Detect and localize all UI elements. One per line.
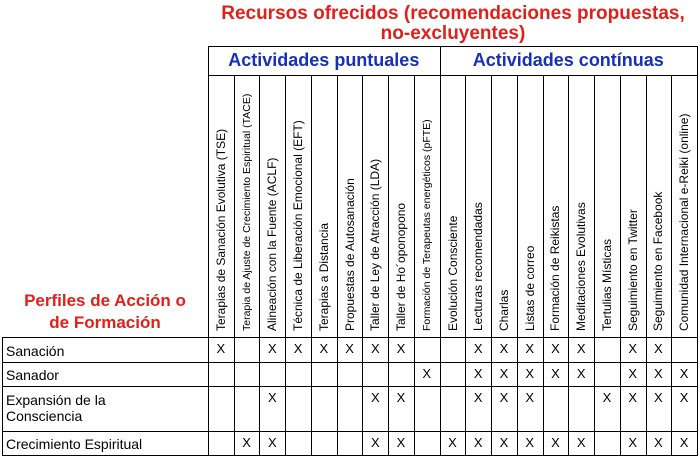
grid-vline [440, 46, 441, 75]
column-header: Listas de correo [522, 245, 537, 331]
cell-mark: X [654, 341, 663, 356]
cell-mark: X [499, 390, 509, 405]
table-title-line2: no-excluyentes) [380, 23, 526, 44]
cell-mark: X [242, 435, 251, 450]
cell-mark: X [345, 341, 354, 356]
column-header: Terapia de Ajuste de Crecimiento Espiritual (TACE) [240, 93, 253, 331]
column-header: Seguimiento en Facebook [651, 191, 666, 331]
column-header: Alineación con la Fuente (ACLF) [265, 157, 280, 331]
grid-vline [440, 75, 441, 455]
grid-vline [594, 75, 595, 455]
cell-mark: X [654, 390, 663, 405]
cell-mark: X [576, 366, 586, 381]
cell-mark: X [525, 366, 535, 381]
column-header: Meditaciones Evolutivas [574, 202, 589, 331]
grid-vline [543, 75, 544, 455]
cell-mark: X [679, 366, 689, 381]
column-header: Formación de Terapeutas energéticos (pFTE) [420, 119, 433, 331]
cell-mark: X [499, 366, 509, 381]
cell-mark: X [499, 435, 509, 450]
group-label-puntuales: Actividades puntuales [228, 50, 420, 70]
cell-mark: X [679, 435, 689, 450]
cell-mark: X [396, 390, 406, 405]
cell-mark: X [370, 341, 380, 356]
table-title-line1: Recursos ofrecidos (recomendaciones propuestas, [221, 3, 685, 24]
grid-vline [259, 75, 260, 455]
column-header: Taller de Ho´oponopono [394, 202, 409, 331]
column-header: Evolución Consciente [445, 215, 460, 331]
grid-hline [208, 46, 698, 47]
column-header: Comunidad Internacional e-Reiki (online) [677, 113, 692, 331]
profiles-title-line1: Perfiles de Acción o [24, 291, 186, 310]
cell-mark: X [499, 341, 509, 356]
grid-hline [2, 455, 698, 456]
column-header: Formación de Reikistas [548, 205, 563, 331]
profiles-title-line2: de Formación [49, 313, 161, 332]
column-header: Terapias a Distancia [316, 222, 331, 331]
grid-vline [362, 75, 363, 455]
cell-mark: X [396, 341, 406, 356]
cell-mark: X [628, 435, 637, 450]
grid-vline [646, 75, 647, 455]
row-label: Crecimiento Espiritual [6, 436, 143, 452]
column-header: Tertulias Místicas [599, 238, 614, 331]
cell-mark: X [370, 435, 380, 450]
cell-mark: X [216, 341, 226, 356]
cell-mark: X [602, 390, 612, 405]
grid-vline [697, 46, 698, 455]
grid-vline [671, 75, 672, 455]
grid-vline [311, 75, 312, 455]
grid-vline [285, 75, 286, 455]
cell-mark: X [267, 435, 277, 450]
column-header: Técnica de Liberación Emocional (EFT) [291, 120, 306, 331]
grid-hline [208, 75, 698, 76]
cell-mark: X [551, 366, 560, 381]
cell-mark: X [654, 435, 663, 450]
grid-vline [337, 75, 338, 455]
row-label: Sanación [6, 342, 65, 359]
column-header: Seguimiento en Twitter [625, 209, 640, 331]
grid-vline [234, 75, 235, 455]
cell-mark: X [551, 341, 560, 356]
cell-mark: X [473, 366, 483, 381]
column-header: Terapias de Sanación Evolutiva (TSE) [213, 128, 228, 331]
cell-mark: X [654, 366, 663, 381]
cell-mark: X [473, 341, 483, 356]
cell-mark: X [370, 390, 380, 405]
grid-vline [2, 337, 3, 455]
cell-mark: X [293, 341, 303, 356]
group-label-continuas: Actividades contínuas [472, 50, 664, 70]
grid-vline [517, 75, 518, 455]
cell-mark: X [628, 341, 637, 356]
cell-mark: X [679, 390, 689, 405]
grid-vline [620, 75, 621, 455]
cell-mark: X [319, 341, 329, 356]
cell-mark: X [473, 435, 483, 450]
column-header: Lecturas recomendadas [471, 202, 486, 331]
row-label-line1: Expansión de la [6, 392, 106, 408]
column-header: Propuestas de Autosanación [342, 178, 357, 331]
cell-mark: X [525, 390, 535, 405]
grid-vline [491, 75, 492, 455]
cell-mark: X [576, 435, 586, 450]
grid-vline [208, 46, 209, 455]
grid-vline [568, 75, 569, 455]
grid-vline [414, 75, 415, 455]
row-label [6, 392, 106, 424]
profiles-title [2, 290, 208, 334]
grid-vline [465, 75, 466, 455]
column-header: Charlas [496, 289, 511, 331]
cell-mark: X [473, 390, 483, 405]
row-label: Sanador [6, 367, 59, 383]
cell-mark: X [525, 341, 535, 356]
column-header: Taller de Ley de Atracción (LDA) [368, 158, 383, 331]
cell-mark: X [576, 341, 586, 356]
cell-mark: X [448, 435, 457, 450]
cell-mark: X [267, 390, 277, 405]
cell-mark: X [551, 435, 560, 450]
row-label-line2: Consciencia [6, 408, 83, 424]
cell-mark: X [525, 435, 535, 450]
cell-mark: X [267, 341, 277, 356]
cell-mark: X [628, 390, 637, 405]
cell-mark: X [628, 366, 637, 381]
cell-mark: X [396, 435, 406, 450]
grid-vline [388, 75, 389, 455]
cell-mark: X [422, 366, 432, 381]
